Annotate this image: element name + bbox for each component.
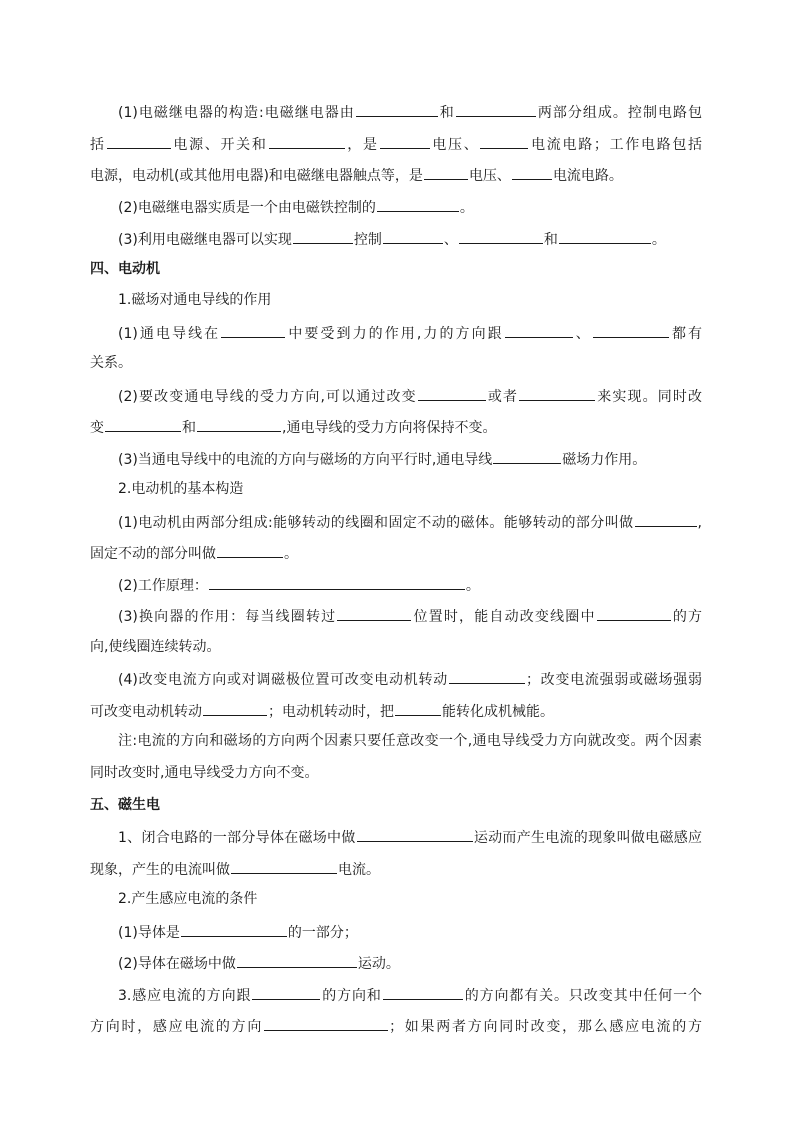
answer-blank[interactable] bbox=[237, 952, 357, 968]
note-line-2: 同时改变时,通电导线受力方向不变。 bbox=[90, 765, 319, 781]
answer-blank[interactable] bbox=[181, 921, 287, 937]
answer-blank[interactable] bbox=[593, 322, 669, 338]
relay-usage-line: (3)利用电磁继电器可以实现 控制 、 和 。 bbox=[118, 228, 702, 250]
induced-direction-line-2: 方向时，感应电流的方向 ；如果两者方向同时改变，那么感应电流的方 bbox=[90, 1015, 702, 1037]
change-force-line: (2)要改变通电导线的受力方向,可以通过改变 或者 来实现。同时改 bbox=[118, 385, 702, 407]
working-circuit-line: 电源，电动机(或其他用电器)和电磁继电器触点等，是 电压、 电流电路。 bbox=[90, 164, 702, 186]
answer-blank[interactable] bbox=[203, 700, 267, 716]
answer-blank[interactable] bbox=[418, 385, 486, 401]
change-force-line-2: 变 和 ,通电导线的受力方向将保持不变。 bbox=[90, 416, 702, 438]
answer-blank[interactable] bbox=[559, 228, 651, 244]
induced-current-line: 现象，产生的电流叫做 电流。 bbox=[90, 858, 702, 880]
text-line: 向,使线圈连续转动。 bbox=[90, 639, 221, 655]
answer-blank[interactable] bbox=[383, 228, 443, 244]
parallel-current-line: (3)当通电导线中的电流的方向与磁场的方向平行时,通电导线 磁场力作用。 bbox=[118, 448, 702, 470]
answer-blank[interactable] bbox=[377, 196, 459, 212]
relay-essence-line: (2)电磁继电器实质是一个由电磁铁控制的 。 bbox=[118, 196, 702, 218]
answer-blank[interactable] bbox=[635, 511, 697, 527]
answer-blank[interactable] bbox=[221, 322, 285, 338]
answer-blank[interactable] bbox=[217, 542, 283, 558]
answer-blank[interactable] bbox=[264, 1015, 388, 1031]
answer-blank[interactable] bbox=[459, 228, 543, 244]
answer-blank[interactable] bbox=[269, 133, 345, 149]
answer-blank[interactable] bbox=[512, 164, 552, 180]
note-line: 注:电流的方向和磁场的方向两个因素只要任意改变一个,通电导线受力方向就改变。两个因素 bbox=[118, 733, 702, 749]
section-heading-induction: 五、磁生电 bbox=[90, 797, 160, 813]
answer-blank[interactable] bbox=[395, 700, 441, 716]
stator-line: 固定不动的部分叫做 。 bbox=[90, 542, 702, 564]
motor-parts-line: (1)电动机由两部分组成:能够转动的线圈和固定不动的磁体。能够转动的部分叫做 , bbox=[118, 511, 702, 533]
subsection-title: 1.磁场对通电导线的作用 bbox=[118, 292, 272, 308]
answer-blank[interactable] bbox=[597, 605, 671, 621]
induction-definition-line: 1、闭合电路的一部分导体在磁场中做 运动而产生电流的现象叫做电磁感应 bbox=[118, 826, 702, 848]
answer-blank[interactable] bbox=[519, 385, 595, 401]
condition-line: (1)导体是 的一部分； bbox=[118, 921, 702, 943]
answer-blank[interactable] bbox=[356, 101, 438, 117]
answer-blank[interactable] bbox=[337, 605, 411, 621]
answer-blank[interactable] bbox=[383, 984, 463, 1000]
induced-direction-line: 3.感应电流的方向跟 的方向和 的方向都有关。只改变其中任何一个 bbox=[118, 984, 702, 1006]
answer-blank[interactable] bbox=[105, 416, 181, 432]
subsection-title: 2.电动机的基本构造 bbox=[118, 481, 244, 497]
answer-blank[interactable] bbox=[380, 133, 430, 149]
control-circuit-line: 括 电源、开关和 ，是 电压、 电流电路；工作电路包括 bbox=[90, 133, 702, 155]
answer-blank[interactable] bbox=[197, 416, 281, 432]
commutator-line: (3)换向器的作用：每当线圈转过 位置时，能自动改变线圈中 的方 bbox=[118, 605, 702, 627]
relay-structure-line: (1)电磁继电器的构造:电磁继电器由 和 两部分组成。控制电路包 bbox=[118, 101, 702, 123]
motor-speed-line: 可改变电动机转动 ；电动机转动时，把 能转化成机械能。 bbox=[90, 700, 702, 722]
answer-blank[interactable] bbox=[505, 322, 573, 338]
force-direction-line: (1)通电导线在 中要受到力的作用,力的方向跟 、 都有 bbox=[118, 322, 702, 344]
answer-blank[interactable] bbox=[456, 101, 536, 117]
text-line: 关系。 bbox=[90, 355, 132, 371]
answer-blank[interactable] bbox=[252, 984, 320, 1000]
answer-blank[interactable] bbox=[424, 164, 468, 180]
answer-blank[interactable] bbox=[449, 668, 525, 684]
answer-blank[interactable] bbox=[293, 228, 353, 244]
answer-blank[interactable] bbox=[231, 858, 337, 874]
subsection-title: 2.产生感应电流的条件 bbox=[118, 891, 258, 907]
answer-blank[interactable] bbox=[357, 826, 473, 842]
section-heading-motor: 四、电动机 bbox=[90, 261, 160, 277]
answer-blank[interactable] bbox=[107, 133, 171, 149]
answer-blank[interactable] bbox=[209, 574, 465, 590]
working-principle-line: (2)工作原理： 。 bbox=[118, 574, 702, 596]
answer-blank[interactable] bbox=[480, 133, 528, 149]
answer-blank[interactable] bbox=[493, 448, 561, 464]
motor-direction-line: (4)改变电流方向或对调磁极位置可改变电动机转动 ；改变电流强弱或磁场强弱 bbox=[118, 668, 702, 690]
condition-line-2: (2)导体在磁场中做 运动。 bbox=[118, 952, 702, 974]
